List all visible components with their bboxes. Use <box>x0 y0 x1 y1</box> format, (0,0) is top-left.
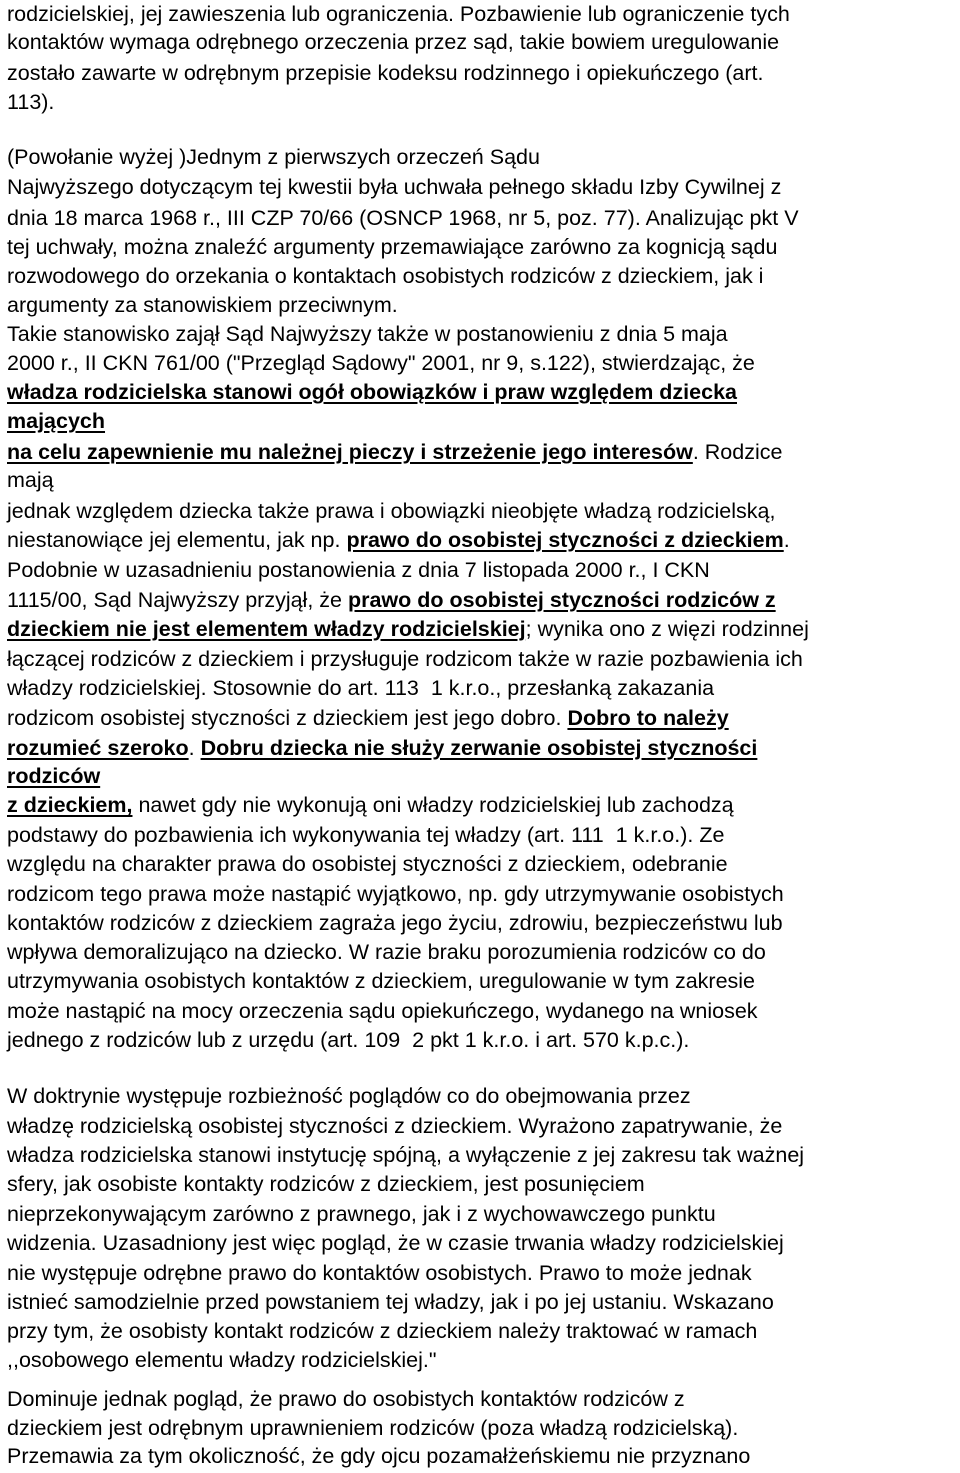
text-run: 1115/00, Sąd Najwyższy przyjął, że <box>7 588 348 612</box>
text-run: jednak względem dziecka także prawa i obowiązki nieobjęte władzą rodzicielską, <box>7 499 776 523</box>
text-line <box>7 880 784 908</box>
text-line <box>7 586 776 614</box>
text-line <box>7 262 763 290</box>
text-line <box>7 143 540 171</box>
text-line <box>7 791 734 819</box>
emphasized-text: rodziców <box>7 764 101 788</box>
text-line <box>7 674 714 702</box>
text-run: rodzicom osobistej styczności z dzieckiem jest jego dobro. <box>7 706 568 730</box>
emphasized-text: dzieckiem nie jest elementem władzy rodzicielskiej <box>7 617 526 641</box>
text-line <box>7 734 757 762</box>
text-run: W doktrynie występuje rozbieżność poglądów co do obejmowania przez <box>7 1084 691 1108</box>
text-line <box>7 1170 645 1198</box>
text-run: łączącej rodziców z dzieckiem i przysługuje rodzicom także w razie pozbawienia ich <box>7 647 803 671</box>
text-line <box>7 1026 689 1054</box>
text-run: Dominuje jednak pogląd, że prawo do osobistych kontaktów rodziców z <box>7 1387 685 1411</box>
text-run: dnia 18 marca 1968 r., III CZP 70/66 (OSNCP 1968, nr 5, poz. 77). Analizując pkt V <box>7 206 799 230</box>
text-line <box>7 1442 750 1470</box>
text-run: 113). <box>7 90 55 114</box>
text-run: nie występuje odrębne prawo do kontaktów osobistych. Prawo to może jednak <box>7 1261 752 1285</box>
emphasized-text: prawo do osobistej styczności z dzieckiem <box>346 528 784 552</box>
emphasized-text: władza rodzicielska stanowi ogół obowiązków i praw względem dziecka <box>7 380 737 404</box>
text-line <box>7 1112 782 1140</box>
text-line <box>7 320 728 348</box>
text-run: Takie stanowisko zajął Sąd Najwyższy także w postanowieniu z dnia 5 maja <box>7 322 728 346</box>
text-line <box>7 497 775 525</box>
text-run: rodzicom tego prawa może nastąpić wyjątkowo, np. gdy utrzymywanie osobistych <box>7 882 784 906</box>
text-run: ; wynika ono z więzi rodzinnej <box>525 617 809 641</box>
text-run: nawet gdy nie wykonują oni władzy rodzicielskiej lub zachodzą <box>132 793 734 817</box>
text-run: sfery, jak osobiste kontakty rodziców z dzieckiem, jest posunięciem <box>7 1172 645 1196</box>
text-line <box>7 291 398 319</box>
text-run: kontaktów rodziców z dzieckiem zagraża jego życiu, zdrowiu, bezpieczeństwu lub <box>7 911 783 935</box>
text-run: . <box>783 528 790 552</box>
text-run: (Powołanie wyżej )Jednym z pierwszych orzeczeń Sądu <box>7 145 540 169</box>
text-run: zostało zawarte w odrębnym przepisie kodeksu rodzinnego i opiekuńczego (art. <box>7 61 764 85</box>
text-run: względu na charakter prawa do osobistej styczności z dzieckiem, odebranie <box>7 852 728 876</box>
text-line <box>7 1259 752 1287</box>
text-line <box>7 28 779 56</box>
text-run: widzenia. Uzasadniony jest więc pogląd, że w czasie trwania władzy rodzicielskiej <box>7 1231 784 1255</box>
text-line <box>7 909 783 937</box>
text-run: wpływa demoralizująco na dziecko. W razie braku porozumienia rodziców co do <box>7 940 766 964</box>
text-line <box>7 0 790 28</box>
text-line <box>7 88 54 116</box>
emphasized-text: Dobro to należy <box>567 706 729 730</box>
emphasized-text: mających <box>7 409 106 433</box>
emphasized-text: rozumieć szeroko <box>7 736 189 760</box>
text-line <box>7 378 737 406</box>
text-run: władzę rodzicielską osobistej styczności z dzieckiem. Wyrażono zapatrywanie, że <box>7 1114 783 1138</box>
text-line <box>7 1317 757 1345</box>
text-run: władza rodzicielska stanowi instytucję spójną, a wyłączenie z jej zakresu tak ważnej <box>7 1143 805 1167</box>
text-run: utrzymywania osobistych kontaktów z dzieckiem, uregulowanie w tym zakresie <box>7 969 756 993</box>
text-line <box>7 59 764 87</box>
emphasized-text: prawo do osobistej styczności rodziców z <box>347 588 776 612</box>
text-run: może nastąpić na mocy orzeczenia sądu opiekuńczego, wydanego na wniosek <box>7 999 758 1023</box>
text-run: Podobnie w uzasadnieniu postanowienia z dnia 7 listopada 2000 r., I CKN <box>7 558 710 582</box>
text-line <box>7 821 724 849</box>
emphasized-text: z dzieckiem, <box>7 793 133 817</box>
text-line <box>7 645 803 673</box>
text-run: . <box>188 736 201 760</box>
text-line <box>7 615 809 643</box>
emphasized-text: Dobru dziecka nie służy zerwanie osobistej styczności <box>200 736 758 760</box>
text-run: rozwodowego do orzekania o kontaktach osobistych rodziców z dzieckiem, jak i <box>7 264 764 288</box>
text-line <box>7 997 758 1025</box>
text-line <box>7 204 799 232</box>
text-line <box>7 967 755 995</box>
text-run: niestanowiące jej elementu, jak np. <box>7 528 347 552</box>
text-line <box>7 407 105 435</box>
text-line <box>7 1229 784 1257</box>
text-line <box>7 938 766 966</box>
text-run: podstawy do pozbawienia ich wykonywania tej władzy (art. 111 1 k.r.o.). Ze <box>7 823 725 847</box>
text-run: nieprzekonywającym zarówno z prawnego, jak i z wychowawczego punktu <box>7 1202 716 1226</box>
text-line <box>7 850 728 878</box>
text-line <box>7 1082 691 1110</box>
emphasized-text: na celu zapewnienie mu należnej pieczy i strzeżenie jego interesów <box>7 440 693 464</box>
text-run: mają <box>7 468 54 492</box>
text-line <box>7 556 710 584</box>
text-line <box>7 349 755 377</box>
text-run: tej uchwały, można znaleźć argumenty przemawiające zarówno za kognicją sądu <box>7 235 778 259</box>
text-run: Najwyższego dotyczącym tej kwestii była uchwała pełnego składu Izby Cywilnej z <box>7 175 782 199</box>
text-line <box>7 1288 774 1316</box>
text-line <box>7 173 781 201</box>
text-line <box>7 1200 716 1228</box>
text-run: . Rodzice <box>692 440 783 464</box>
text-line <box>7 1385 685 1413</box>
text-run: 2000 r., II CKN 761/00 ("Przegląd Sądowy" 2001, nr 9, s.122), stwierdzając, że <box>7 351 755 375</box>
text-run: władzy rodzicielskiej. Stosownie do art. 113 1 k.r.o., przesłanką zakazania <box>7 676 715 700</box>
text-run: jednego z rodziców lub z urzędu (art. 109 2 pkt 1 k.r.o. i art. 570 k.p.c.). <box>7 1028 690 1052</box>
text-run: rodzicielskiej, jej zawieszenia lub ograniczenia. Pozbawienie lub ograniczenie tych <box>7 2 790 26</box>
text-run: przy tym, że osobisty kontakt rodziców z dzieckiem należy traktować w ramach <box>7 1319 758 1343</box>
text-run: argumenty za stanowiskiem przeciwnym. <box>7 293 398 317</box>
text-line <box>7 526 790 554</box>
text-line <box>7 1414 738 1442</box>
text-line <box>7 1141 804 1169</box>
text-line <box>7 233 777 261</box>
text-run: kontaktów wymaga odrębnego orzeczenia przez sąd, takie bowiem uregulowanie <box>7 30 780 54</box>
text-line <box>7 466 54 494</box>
text-line <box>7 438 782 466</box>
text-line <box>7 704 729 732</box>
text-run: ,,osobowego elementu władzy rodzicielskiej." <box>7 1348 437 1372</box>
text-line <box>7 762 100 790</box>
text-run: Przemawia za tym okoliczność, że gdy ojcu pozamałżeńskiemu nie przyznano <box>7 1444 751 1468</box>
text-run: istnieć samodzielnie przed powstaniem tej władzy, jak i po jej ustaniu. Wskazano <box>7 1290 774 1314</box>
text-run: dzieckiem jest odrębnym uprawnieniem rodziców (poza władzą rodzicielską). <box>7 1416 739 1440</box>
text-line <box>7 1346 437 1374</box>
